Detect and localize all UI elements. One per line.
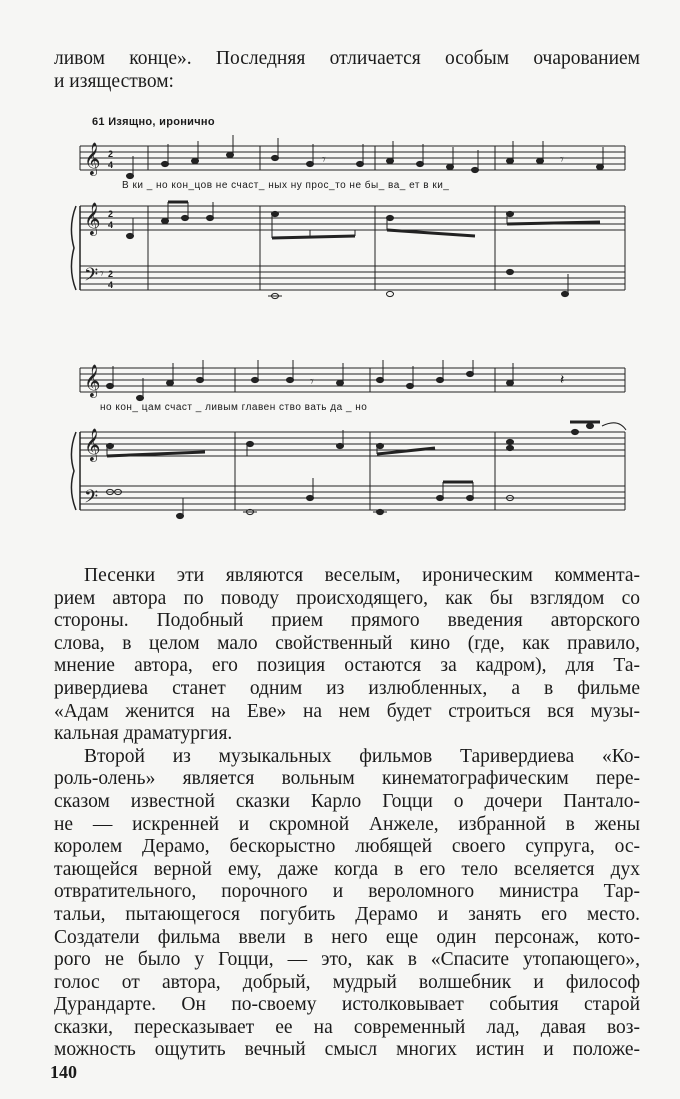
paragraph-1 bbox=[54, 565, 640, 746]
text-line: отвратительного, порочного и вероломного министра Тар- bbox=[54, 881, 640, 903]
text-line: кальная драматургия. bbox=[54, 723, 233, 745]
text-line: Второй из музыкальных фильмов Таривердиева «Ко- bbox=[84, 745, 640, 767]
svg-text:𝄞: 𝄞 bbox=[84, 142, 101, 175]
text-line: ривердиева станет одним из излюбленных, а в фильме bbox=[54, 677, 640, 699]
text-line: слова, в целом мало свойственный кино (где, как правило, bbox=[54, 632, 640, 654]
svg-text:𝄾: 𝄾 bbox=[310, 374, 314, 390]
tempo-marking: 61 Изящно, иронично bbox=[92, 116, 215, 128]
text-line: сказом известной сказки Карло Гоцци о дочери Панталo- bbox=[54, 790, 640, 812]
piano-bass-staff bbox=[80, 486, 625, 510]
text-line: Создатели фильма ввели в него еще один персонаж, кото- bbox=[54, 926, 640, 948]
text-line: рием автора по поводу происходящего, как бы взглядом со bbox=[54, 587, 640, 609]
svg-text:𝄞: 𝄞 bbox=[84, 364, 101, 397]
text-line: Дурандарте. Он по-своему истолковывает события старой bbox=[54, 994, 640, 1016]
text-line: королем Дерамо, бескорыстно любящей своего супруга, ос- bbox=[54, 836, 640, 858]
text-line: тальи, пытающегося погубить Дерамо и занять его место. bbox=[54, 903, 640, 925]
lyrics-line-2: но кон_ цам счаст _ ливым главен ство вать да _ но bbox=[100, 402, 368, 413]
svg-text:𝄾: 𝄾 bbox=[322, 152, 326, 168]
text-line: рого не было у Гоцци, — это, как в «Спасите утопающего», bbox=[54, 949, 640, 971]
svg-text:𝄢: 𝄢 bbox=[84, 487, 99, 512]
svg-text:𝄞: 𝄞 bbox=[84, 202, 101, 235]
svg-text:𝄾: 𝄾 bbox=[560, 152, 564, 168]
text-line: Песенки эти являются веселым, ироническим коммента- bbox=[84, 565, 640, 586]
svg-text:4: 4 bbox=[108, 160, 114, 170]
text-line: и изяществом: bbox=[54, 70, 174, 92]
music-score-system-2 bbox=[70, 360, 630, 530]
svg-text:2: 2 bbox=[108, 209, 114, 219]
text-line: мнение автора, его позиция остаются за кадром), для Та- bbox=[54, 655, 640, 677]
intro-text bbox=[54, 48, 640, 93]
page-number: 140 bbox=[50, 1062, 77, 1082]
piano-treble-staff bbox=[80, 206, 625, 230]
body-text bbox=[54, 565, 640, 1062]
svg-text:4: 4 bbox=[108, 220, 114, 230]
text-line: тающейся верной ему, даже когда в его тело вселяется дух bbox=[54, 858, 640, 880]
text-line: «Адам женится на Еве» на нем будет строиться вся музы- bbox=[54, 700, 640, 722]
svg-text:4: 4 bbox=[108, 280, 114, 290]
svg-text:𝄞: 𝄞 bbox=[84, 428, 101, 461]
svg-text:𝄾: 𝄾 bbox=[100, 266, 104, 282]
text-line: голос от автора, добрый, мудрый волшебник и философ bbox=[54, 971, 640, 993]
text-line: сказки, пересказывает ее на современный лад, давая воз- bbox=[54, 1016, 640, 1038]
text-line: можность ощутить вечный смысл многих истин и положе- bbox=[54, 1039, 640, 1061]
paragraph-2 bbox=[54, 746, 640, 1062]
piano-bass-staff bbox=[80, 266, 625, 290]
svg-text:2: 2 bbox=[108, 269, 114, 279]
svg-text:2: 2 bbox=[108, 149, 114, 159]
vocal-staff bbox=[80, 368, 625, 392]
text-line: не — искренней и скромной Анжеле, избранной в жены bbox=[54, 813, 640, 835]
svg-text:𝄢: 𝄢 bbox=[84, 265, 99, 290]
lyrics-line-1: В ки _ но кон_цов не счаст_ ных ну прос_то не бы_ ва_ ет в ки_ bbox=[122, 180, 450, 191]
text-line: стороны. Подобный прием прямого введения авторского bbox=[54, 610, 640, 632]
barlines bbox=[235, 368, 625, 510]
text-line: роль-олень» является вольным кинематографическим пере- bbox=[54, 768, 640, 790]
music-score-system-1 bbox=[70, 126, 630, 326]
svg-text:𝄽: 𝄽 bbox=[560, 372, 565, 388]
text-line: ливом конце». Последняя отличается особым очарованием bbox=[54, 48, 640, 69]
